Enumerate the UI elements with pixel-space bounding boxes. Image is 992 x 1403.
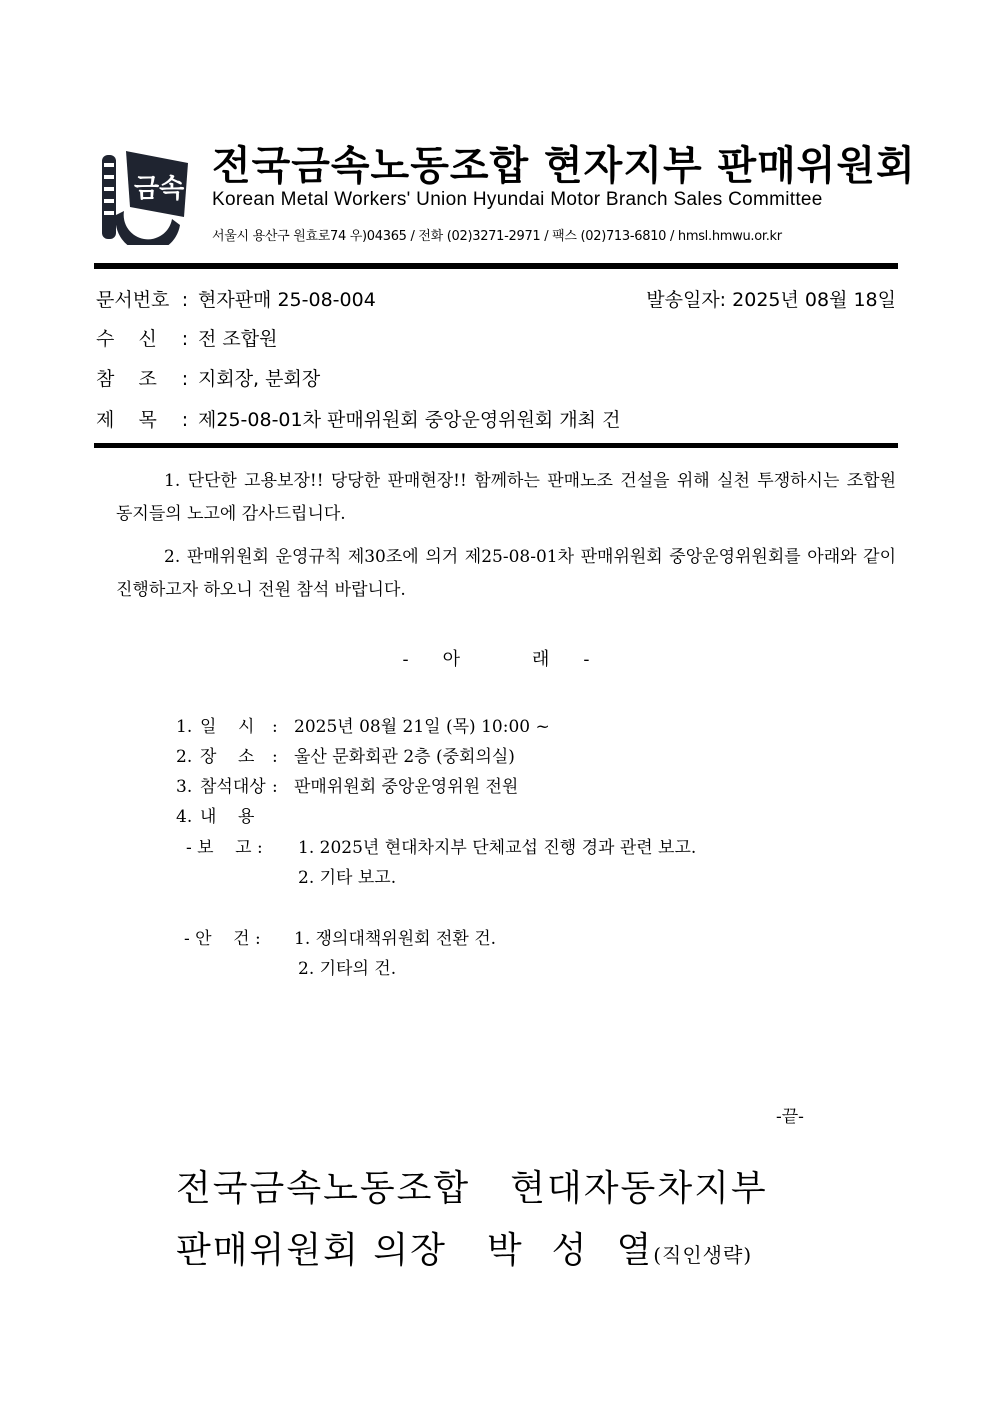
- subject-label: 제 목: [96, 409, 157, 431]
- document-number-row: [96, 285, 376, 312]
- send-date-row: [646, 285, 896, 312]
- paragraph-2: [116, 541, 896, 607]
- send-date: 2025년 08월 18일: [732, 289, 896, 311]
- signature-organization: [176, 1160, 768, 1211]
- recipient: 전 조합원: [198, 328, 278, 350]
- seal-omitted-note: (직인생략): [653, 1243, 753, 1267]
- signature-name-part: 박: [486, 1230, 524, 1271]
- colon: :: [181, 289, 189, 311]
- item-number: 3.: [176, 777, 193, 797]
- item-datetime: [176, 712, 550, 737]
- colon: :: [181, 409, 189, 431]
- logo-text: 금속: [134, 174, 185, 204]
- colon: :: [272, 717, 278, 737]
- end-mark: -끝-: [776, 1107, 804, 1127]
- item-label: 내 용: [200, 807, 255, 827]
- document-number-label: 문서번호: [96, 289, 170, 311]
- union-logo: [96, 145, 196, 245]
- heading-dash: -: [583, 649, 590, 670]
- colon: :: [181, 328, 189, 350]
- meta-divider: [94, 443, 898, 448]
- paragraph-2-text: 2. 판매위원회 운영규칙 제30조에 의거 제25-08-01차 판매위원회 중앙운영위원회를 아래와 같이 진행하고자 하오니 전원 참석 바랍니다.: [116, 547, 896, 600]
- item-value: 울산 문화회관 2층 (중회의실): [294, 747, 515, 767]
- agenda-label: - 안 건 :: [184, 929, 261, 949]
- organization-contact: 서울시 용산구 원효로74 우)04365 / 전화 (02)3271-2971 / 팩스 (02)713-6810 / hmsl.hmwu.or.kr: [212, 229, 782, 244]
- document-number: 현자판매 25-08-004: [198, 289, 376, 311]
- organization-english-name: Korean Metal Workers' Union Hyundai Motor Branch Sales Committee: [212, 189, 823, 210]
- notice-heading: [0, 645, 992, 671]
- item-number: 1.: [176, 717, 193, 737]
- heading-word: 래: [532, 649, 550, 670]
- item-label: 일 시: [200, 717, 255, 737]
- report-item: 1. 2025년 현대차지부 단체교섭 진행 경과 관련 보고.: [298, 838, 697, 858]
- heading-dash: -: [402, 649, 409, 670]
- item-location: [176, 742, 515, 767]
- item-number: 4.: [176, 807, 193, 827]
- agenda-item: 1. 쟁의대책위원회 전환 건.: [294, 929, 497, 949]
- colon: :: [272, 747, 278, 767]
- signature-union: 전국금속노동조합: [176, 1168, 471, 1209]
- report-item: 2. 기타 보고.: [298, 868, 397, 888]
- item-number: 2.: [176, 747, 193, 767]
- recipient-label: 수 신: [96, 328, 157, 350]
- report-label: - 보 고 :: [186, 838, 263, 858]
- item-label: 참석대상: [200, 777, 266, 797]
- item-value: 판매위원회 중앙운영위원 전원: [294, 777, 519, 797]
- paragraph-1-text: 1. 단단한 고용보장!! 당당한 판매현장!! 함께하는 판매노조 건설을 위해 실천 투쟁하시는 조합원 동지들의 노고에 감사드립니다.: [116, 471, 896, 524]
- reference-row: [96, 364, 320, 391]
- item-content: [176, 802, 272, 827]
- signature-branch: 현대자동차지부: [510, 1168, 768, 1209]
- send-date-label: 발송일자:: [646, 289, 727, 311]
- paragraph-1: [116, 465, 896, 531]
- signature-title: 판매위원회 의장: [176, 1230, 447, 1271]
- reference: 지회장, 분회장: [198, 368, 321, 390]
- signature-name-part: 성: [551, 1230, 589, 1271]
- colon: :: [272, 777, 278, 797]
- organization-title: 전국금속노동조합 현자지부 판매위원회: [212, 143, 916, 189]
- subject-row: [96, 405, 620, 432]
- signature-name-part: 열: [616, 1230, 654, 1271]
- item-value: 2025년 08월 21일 (목) 10:00 ~: [294, 717, 550, 737]
- agenda-item: 2. 기타의 건.: [298, 959, 397, 979]
- reference-label: 참 조: [96, 368, 157, 390]
- signature-chair: [176, 1222, 752, 1273]
- colon: :: [181, 368, 189, 390]
- header-divider: [94, 263, 898, 269]
- subject: 제25-08-01차 판매위원회 중앙운영위원회 개최 건: [198, 409, 621, 431]
- item-attendees: [176, 772, 518, 797]
- recipient-row: [96, 324, 277, 351]
- item-label: 장 소: [200, 747, 255, 767]
- heading-word: 아: [442, 649, 460, 670]
